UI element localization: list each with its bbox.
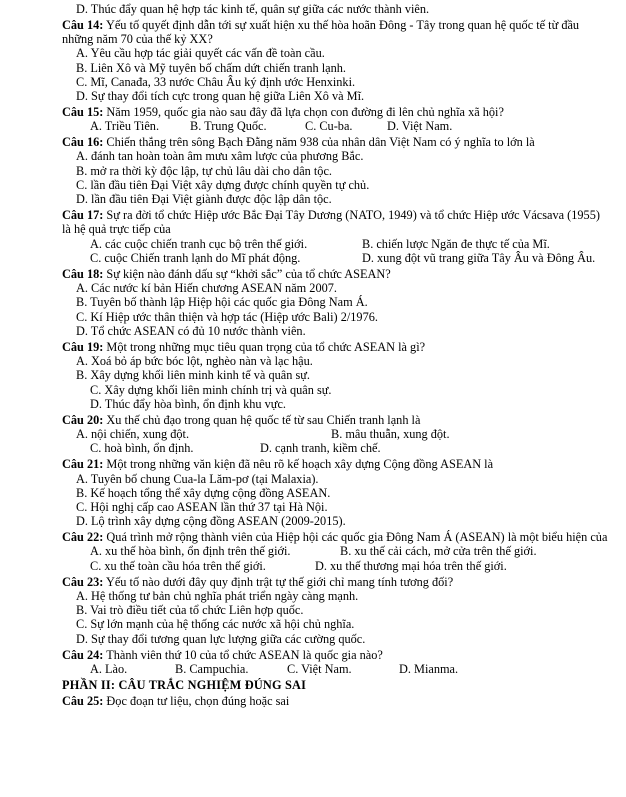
options-row: [62, 559, 610, 573]
question-label: Câu 17:: [62, 208, 104, 223]
question-label: Câu 21:: [62, 457, 104, 472]
option-b: B. Campuchia.: [175, 661, 249, 676]
question-stem: Câu 20: Xu thế chủ đạo trong quan hệ quốc tế từ sau Chiến tranh lạnh là: [62, 412, 421, 427]
question-label: Câu 15:: [62, 105, 104, 120]
question-label: Câu 24:: [62, 647, 104, 662]
question-23: [62, 575, 610, 646]
exam-page: [62, 2, 610, 708]
option-d: D. Thúc đẩy hòa bình, ổn định khu vực.: [90, 397, 286, 412]
option-b: B. mâu thuẫn, xung đột.: [331, 427, 450, 442]
section-heading: PHẦN II: CÂU TRẮC NGHIỆM ĐÚNG SAI: [62, 678, 307, 693]
option-c: C. Cu-ba.: [305, 119, 353, 134]
question-18: [62, 267, 610, 338]
option-b: B. Kế hoạch tổng thể xây dựng cộng đồng ASEAN.: [76, 485, 331, 500]
option-a: A. xu thế hòa bình, ổn định trên thế giới.: [90, 544, 291, 559]
option-b: B. chiến lược Ngăn đe thực tế của Mĩ.: [362, 236, 550, 251]
option-c: C. hoà bình, ổn định.: [90, 441, 194, 456]
question-stem: Câu 19: Một trong những mục tiêu quan trọng của tổ chức ASEAN là gì?: [62, 339, 426, 354]
option-d: D. Mianma.: [399, 661, 459, 676]
question-24: [62, 648, 610, 677]
question-label: Câu 25:: [62, 693, 104, 708]
option-c: C. lần đầu tiên Đại Việt xây dựng được chính quyền tự chủ.: [76, 178, 370, 193]
option-d: D. Tổ chức ASEAN có đủ 10 nước thành viên.: [76, 324, 306, 339]
question-stem: Câu 16: Chiến thắng trên sông Bạch Đằng năm 938 của nhân dân Việt Nam có ý nghĩa to lớn là: [62, 135, 535, 150]
option-a: A. nội chiến, xung đột.: [76, 427, 190, 442]
option-d: D. Sự thay đổi tích cực trong quan hệ giữa Liên Xô và Mĩ.: [76, 89, 365, 104]
option-a: A. Xoá bỏ áp bức bóc lột, nghèo nàn và lạc hậu.: [76, 354, 313, 369]
question-stem: Câu 17: Sự ra đời tổ chức Hiệp ước Bắc Đại Tây Dương (NATO, 1949) và tổ chức Hiệp ước Vácsava (1955) là hệ quả trực tiếp của: [62, 208, 600, 237]
option-b: B. xu thế cải cách, mở cửa trên thế giới.: [340, 544, 537, 559]
option-c: C. Xây dựng khối liên minh chính trị và quân sự.: [90, 382, 332, 397]
question-stem: Câu 24: Thành viên thứ 10 của tổ chức ASEAN là quốc gia nào?: [62, 647, 383, 662]
option-d: D. xung đột vũ trang giữa Tây Âu và Đông Âu.: [362, 251, 596, 266]
question-label: Câu 18:: [62, 266, 104, 281]
question-stem: Câu 18: Sự kiện nào đánh dấu sự “khởi sắc” của tổ chức ASEAN?: [62, 266, 391, 281]
option-a: A. Yêu cầu hợp tác giải quyết các vấn đề toàn cầu.: [76, 46, 325, 61]
options-row: [62, 441, 610, 455]
option-b: B. Vai trò điều tiết của tổ chức Liên hợp quốc.: [76, 603, 304, 618]
question-label: Câu 19:: [62, 339, 104, 354]
question-15: [62, 105, 610, 134]
question-20: [62, 413, 610, 456]
question-label: Câu 14:: [62, 17, 104, 32]
option-a: A. đánh tan hoàn toàn âm mưu xâm lược của phương Bắc.: [76, 149, 364, 164]
options-row: [62, 119, 610, 133]
options-row: [62, 237, 610, 251]
options-row: [62, 251, 610, 265]
options-row: [62, 544, 610, 558]
option-c: C. Mĩ, Canađa, 33 nước Châu Âu ký định ước Henxinki.: [76, 74, 356, 89]
option-c: C. Sự lớn mạnh của hệ thống các nước xã hội chủ nghĩa.: [76, 617, 355, 632]
question-16: [62, 135, 610, 206]
option-b: B. Liên Xô và Mỹ tuyên bố chấm dứt chiến tranh lạnh.: [76, 60, 346, 75]
option-d: D. Sự thay đổi tương quan lực lượng giữa các cường quốc.: [76, 631, 366, 646]
question-stem: Câu 21: Một trong những văn kiện đã nêu rõ kế hoạch xây dựng Cộng đồng ASEAN là: [62, 457, 494, 472]
option-c: C. cuộc Chiến tranh lạnh do Mĩ phát động.: [90, 251, 301, 266]
option-d: D. cạnh tranh, kiềm chế.: [260, 441, 381, 456]
option-d: D. xu thế thương mại hóa trên thế giới.: [315, 558, 507, 573]
question-21: [62, 457, 610, 528]
question-stem: Câu 14: Yếu tố quyết định dẫn tới sự xuất hiện xu thế hòa hoãn Đông - Tây trong quan hệ quốc tế từ đầu những năm 70 của thế kỷ XX?: [62, 17, 580, 47]
option-b: B. Xây dựng khối liên minh kinh tế và quân sự.: [76, 368, 310, 383]
question-label: Câu 23:: [62, 574, 104, 589]
option-d-prev: D. Thúc đẩy quan hệ hợp tác kinh tế, quân sự giữa các nước thành viên.: [76, 2, 430, 16]
question-25: [62, 694, 610, 708]
options-row: [62, 427, 610, 441]
option-c: C. Việt Nam.: [287, 661, 352, 676]
option-c: C. xu thế toàn cầu hóa trên thế giới.: [90, 558, 266, 573]
question-stem: Câu 23: Yếu tố nào dưới đây quy định trật tự thế giới chỉ mang tính tương đối?: [62, 574, 454, 589]
question-label: Câu 20:: [62, 412, 104, 427]
option-a: A. Các nước kí bản Hiến chương ASEAN năm 2007.: [76, 281, 337, 296]
question-stem: Câu 25: Đọc đoạn tư liệu, chọn đúng hoặc sai: [62, 693, 290, 708]
question-14: [62, 18, 610, 104]
option-d: D. Lộ trình xây dựng cộng đồng ASEAN (2009-2015).: [76, 514, 346, 529]
question-stem: Câu 22: Quá trình mở rộng thành viên của Hiệp hội các quốc gia Đông Nam Á (ASEAN) là một biểu hiện của: [62, 530, 608, 545]
option-a: A. các cuộc chiến tranh cục bộ trên thế giới.: [90, 236, 308, 251]
question-label: Câu 22:: [62, 530, 104, 545]
option-a: A. Tuyên bố chung Cua-la Lăm-pơ (tại Malaxia).: [76, 471, 319, 486]
option-d: D. Việt Nam.: [387, 119, 453, 134]
option-a: A. Hệ thống tư bản chủ nghĩa phát triển ngày càng mạnh.: [76, 588, 359, 603]
option-c: C. Hội nghị cấp cao ASEAN lần thứ 37 tại Hà Nội.: [76, 500, 328, 515]
options-row: [62, 662, 610, 676]
option-b: B. Trung Quốc.: [190, 119, 267, 134]
option-c: C. Kí Hiệp ước thân thiện và hợp tác (Hiệp ước Bali) 2/1976.: [76, 309, 378, 324]
option-a: A. Triều Tiên.: [90, 119, 160, 134]
option-d: D. lần đầu tiên Đại Việt giành được độc lập dân tộc.: [76, 192, 332, 207]
option-b: B. Tuyên bố thành lập Hiệp hội các quốc gia Đông Nam Á.: [76, 295, 368, 310]
question-19: [62, 340, 610, 411]
question-stem: Câu 15: Năm 1959, quốc gia nào sau đây đã lựa chọn con đường đi lên chủ nghĩa xã hội?: [62, 105, 504, 120]
question-17: [62, 208, 610, 265]
question-22: [62, 530, 610, 573]
option-b: B. mở ra thời kỳ độc lập, tự chủ lâu dài cho dân tộc.: [76, 163, 332, 178]
option-a: A. Lào.: [90, 661, 128, 676]
question-label: Câu 16:: [62, 135, 104, 150]
